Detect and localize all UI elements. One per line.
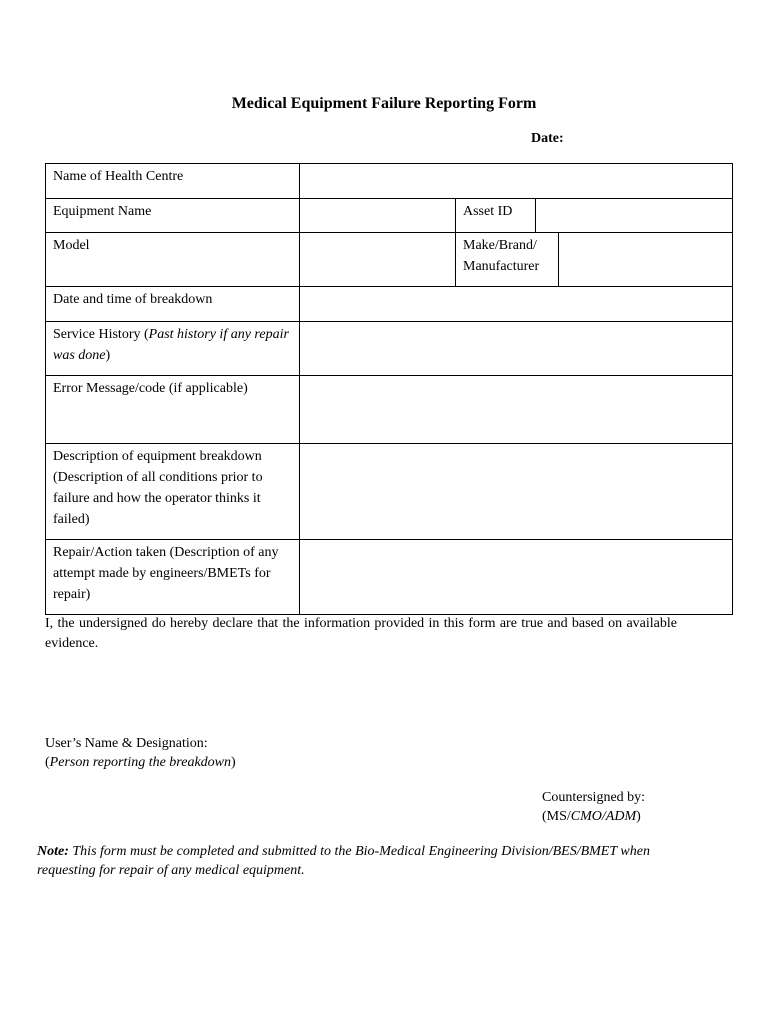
note-text: This form must be completed and submitted to the Bio-Medical Engineering Division/BES/BMET when requesting for repair of any medical equipment. xyxy=(37,844,650,878)
repair-label: Repair/Action taken (Description of any attempt made by engineers/BMETs for repair) xyxy=(46,540,300,615)
failure-report-table xyxy=(45,163,733,615)
row-repair xyxy=(46,540,733,615)
countersign-block xyxy=(542,788,645,826)
model-label: Model xyxy=(46,233,300,287)
health-centre-label: Name of Health Centre xyxy=(46,164,300,199)
declaration-text: I, the undersigned do hereby declare that the information provided in this form are true and based on available evidence. xyxy=(45,616,677,651)
service-history-close: ) xyxy=(105,348,111,363)
user-note-open: ( xyxy=(45,755,50,770)
breakdown-time-field[interactable] xyxy=(300,287,733,322)
description-label: Description of equipment breakdown (Description of all conditions prior to failure and how the operator thinks it failed) xyxy=(46,444,300,540)
form-title: Medical Equipment Failure Reporting Form xyxy=(231,95,537,112)
countersign-roles-open: (MS/ xyxy=(542,809,571,824)
make-brand-label-line2: Manufacturer xyxy=(463,259,540,274)
row-model xyxy=(46,233,733,287)
user-note-text: Person reporting the breakdown xyxy=(49,755,232,770)
user-note xyxy=(45,753,236,772)
note-prefix: Note: xyxy=(37,844,69,859)
countersign-roles-close: ) xyxy=(636,809,641,824)
service-history-note: Past history if any repair was done xyxy=(53,327,289,363)
date-label: Date: xyxy=(531,131,564,146)
repair-field[interactable] xyxy=(300,540,733,615)
user-name-label: User’s Name & Designation: xyxy=(45,736,208,751)
service-history-label xyxy=(46,322,300,376)
make-brand-label-line1: Make/Brand/ xyxy=(463,238,537,253)
row-error-message xyxy=(46,376,733,444)
countersign-roles-text: CMO/ADM xyxy=(570,809,637,824)
make-brand-field[interactable] xyxy=(559,233,733,287)
asset-id-label: Asset ID xyxy=(456,199,536,233)
user-signature-block xyxy=(45,734,236,772)
asset-id-field[interactable] xyxy=(536,199,733,233)
equipment-name-label: Equipment Name xyxy=(46,199,300,233)
countersign-roles xyxy=(542,807,645,826)
row-equipment-name xyxy=(46,199,733,233)
make-brand-label xyxy=(456,233,559,287)
description-field[interactable] xyxy=(300,444,733,540)
row-health-centre xyxy=(46,164,733,199)
health-centre-field[interactable] xyxy=(300,164,733,199)
row-service-history xyxy=(46,322,733,376)
footer-note xyxy=(37,842,697,880)
user-note-close: ) xyxy=(231,755,236,770)
service-history-text: Service History ( xyxy=(53,327,149,342)
row-description xyxy=(46,444,733,540)
model-field[interactable] xyxy=(300,233,456,287)
row-breakdown-time xyxy=(46,287,733,322)
countersign-label: Countersigned by: xyxy=(542,790,646,805)
error-message-field[interactable] xyxy=(300,376,733,444)
breakdown-time-label: Date and time of breakdown xyxy=(46,287,300,322)
equipment-name-field[interactable] xyxy=(300,199,456,233)
service-history-field[interactable] xyxy=(300,322,733,376)
error-message-label: Error Message/code (if applicable) xyxy=(46,376,300,444)
